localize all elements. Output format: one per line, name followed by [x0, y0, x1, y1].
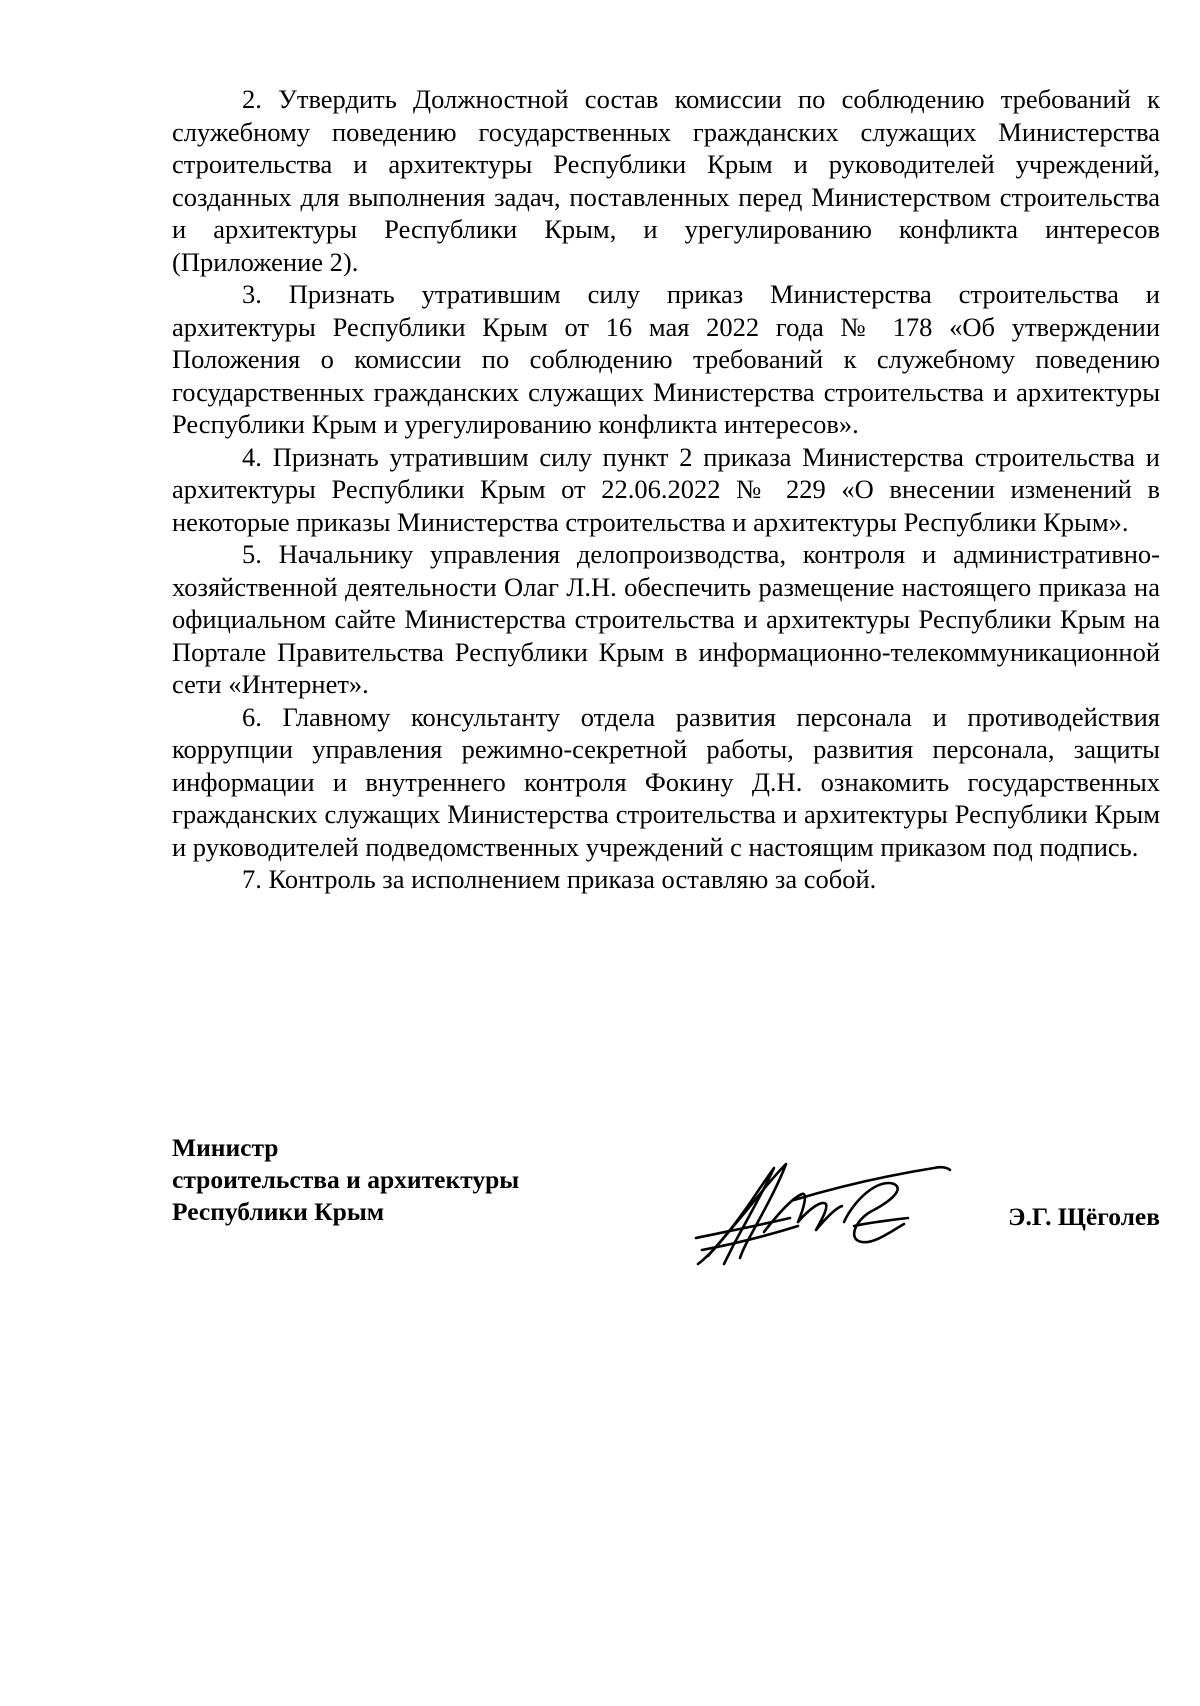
paragraph-item-7: 7. Контроль за исполнением приказа оставляю за собой. — [242, 864, 877, 894]
signatory-title-line: Министр — [172, 1133, 279, 1162]
signature-block — [172, 1132, 1160, 1272]
paragraph-item-4: 4. Признать утратившим силу пункт 2 приказа Министерства строительства и архитектуры Республики Крым от 22.06.2022 № 229 «О внесении изменений в некоторые приказы Министерства строительства и архитектуры Республики Крым». — [172, 441, 1160, 537]
paragraph-item-6: 6. Главному консультанту отдела развития персонала и противодействия коррупции управления режимно-секретной работы, развития персонала, защиты информации и внутреннего контроля Фокину Д.Н. ознакомить государственных гражданских служащих Министерства строительства и архитектуры Республики Крым и руководителей подведомственных учреждений с настоящим приказом под подпись. — [172, 701, 1160, 862]
document-body — [172, 83, 1160, 896]
handwritten-signature-icon — [694, 1160, 954, 1270]
paragraph-item-2: 2. Утвердить Должностной состав комиссии по соблюдению требований к служебному поведению государственных гражданских служащих Министерства строительства и архитектуры Республики Крым и руководителей учреждений, созданных для выполнения задач, поставленных перед Министерством строительства и архитектуры Республики Крым, и урегулированию конфликта интересов (Приложение 2). — [172, 84, 1160, 277]
signatory-title-line: Республики Крым — [172, 1197, 385, 1226]
signatory-title-line: строительства и архитектуры — [172, 1165, 520, 1194]
paragraph-item-5: 5. Начальнику управления делопроизводства, контроля и административно-хозяйственной деятельности Олаг Л.Н. обеспечить размещение настоящего приказа на официальном сайте Министерства строительства и архитектуры Республики Крым на Портале Правительства Республики Крым в информационно-телекоммуникационной сети «Интернет». — [172, 539, 1160, 699]
signatory-name: Э.Г. Щёголев — [1008, 1202, 1160, 1231]
paragraph-item-3: 3. Признать утратившим силу приказ Министерства строительства и архитектуры Республики Крым от 16 мая 2022 года № 178 «Об утверждении Положения о комиссии по соблюдению требований к служебному поведению государственных гражданских служащих Министерства строительства и архитектуры Республики Крым и урегулированию конфликта интересов». — [172, 279, 1160, 439]
signatory-title — [172, 1132, 519, 1228]
